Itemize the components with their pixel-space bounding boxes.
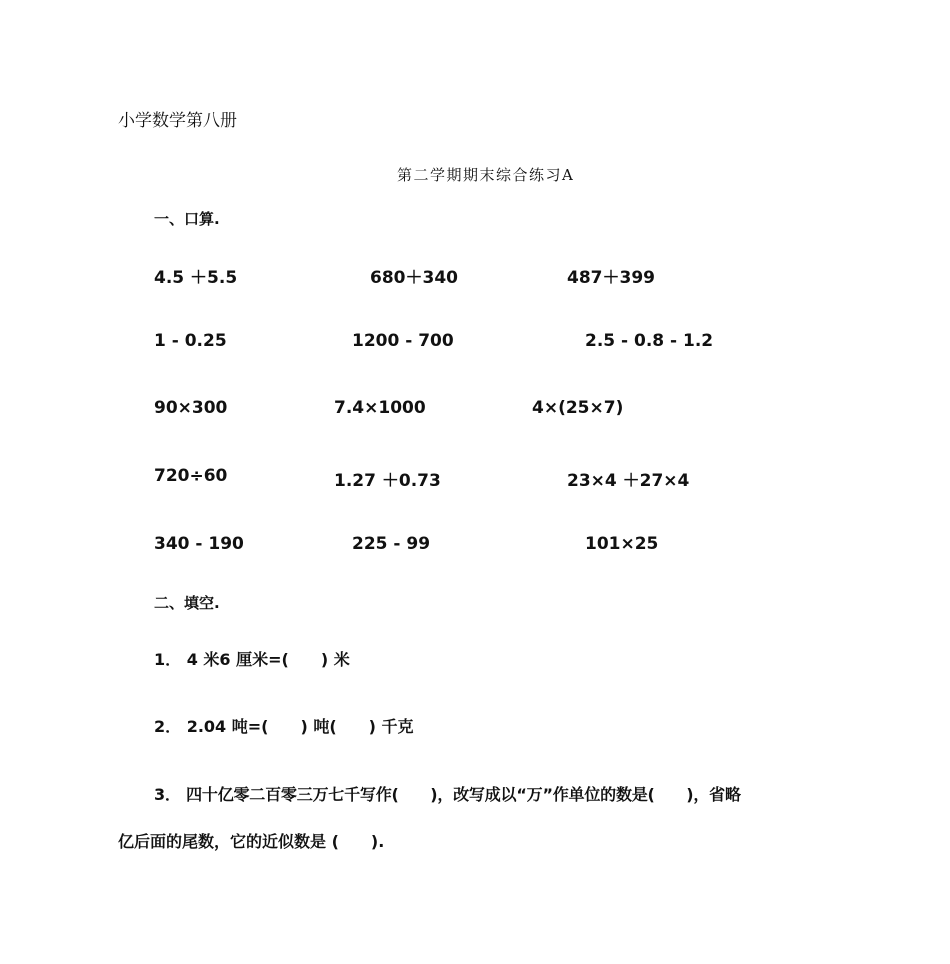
fill-blank-question-3-continued: 亿后面的尾数，它的近似数是 ( ). bbox=[118, 832, 385, 851]
book-title: 小学数学第八册 bbox=[118, 111, 237, 131]
oral-calc-item: 4.5 ＋5.5 bbox=[154, 268, 238, 288]
oral-calc-item: 487＋399 bbox=[567, 268, 655, 288]
oral-calc-item: 1.27 ＋0.73 bbox=[334, 471, 441, 491]
section-1-heading: 一、口算. bbox=[154, 210, 220, 228]
oral-calc-item: 101×25 bbox=[585, 534, 659, 554]
oral-calc-item: 225 - 99 bbox=[352, 534, 431, 554]
fill-blank-question-2: 2． 2.04 吨=( ) 吨( ) 千克 bbox=[154, 717, 414, 736]
oral-calc-item: 2.5 - 0.8 - 1.2 bbox=[585, 331, 714, 351]
oral-calc-item: 1 - 0.25 bbox=[154, 331, 227, 351]
oral-calc-item: 23×4 ＋27×4 bbox=[567, 471, 690, 491]
oral-calc-item: 340 - 190 bbox=[154, 534, 244, 554]
fill-blank-question-1: 1． 4 米6 厘米=( ) 米 bbox=[154, 650, 350, 669]
oral-calc-item: 4×(25×7) bbox=[532, 398, 624, 418]
oral-calc-item: 720÷60 bbox=[154, 466, 228, 486]
oral-calc-item: 90×300 bbox=[154, 398, 228, 418]
section-2-heading: 二、填空. bbox=[154, 594, 220, 612]
oral-calc-item: 1200 - 700 bbox=[352, 331, 454, 351]
oral-calc-item: 7.4×1000 bbox=[334, 398, 426, 418]
oral-calc-item: 680＋340 bbox=[370, 268, 458, 288]
exercise-title: 第二学期期末综合练习A bbox=[397, 166, 575, 184]
fill-blank-question-3: 3． 四十亿零二百零三万七千写作( )，改写成以“万”作单位的数是( )，省略 bbox=[154, 785, 741, 804]
